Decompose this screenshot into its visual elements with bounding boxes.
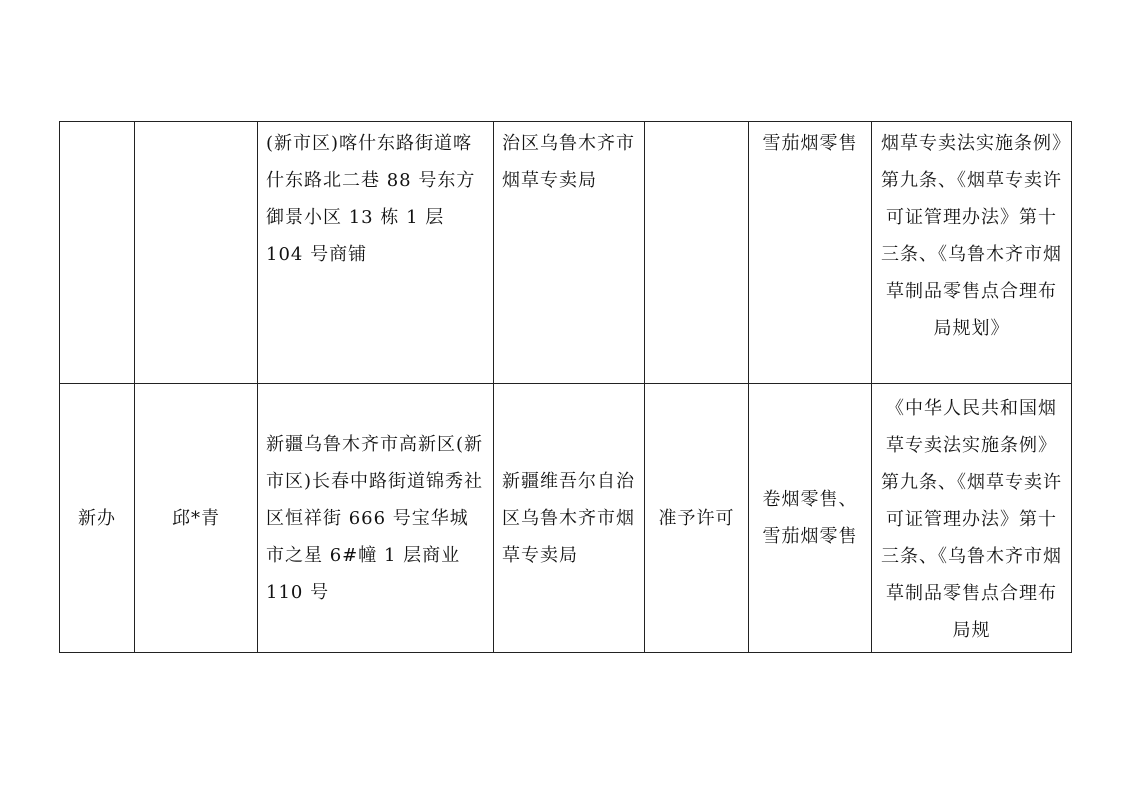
decision-cell: [645, 122, 749, 384]
basis-cell: [872, 122, 1072, 384]
name-cell: 邱*青: [135, 384, 258, 653]
decision-cell: 准予许可: [645, 384, 749, 653]
table-row: [60, 122, 1072, 384]
address-cell: 新疆乌鲁木齐市高新区(新市区)长春中路街道锦秀社区恒祥街 666 号宝华城市之星 6#幢 1 层商业 110 号: [258, 384, 494, 653]
address-cell: (新市区)喀什东路街道喀什东路北二巷 88 号东方御景小区 13 栋 1 层 104 号商铺: [258, 122, 494, 384]
basis-text: 烟草专卖法实施条例》第九条、《烟草专卖许可证管理办法》第十三条、《乌鲁木齐市烟草制品零售点合理布局规划》: [881, 133, 1062, 339]
authority-cell: 新疆维吾尔自治区乌鲁木齐市烟草专卖局: [494, 384, 645, 653]
region-cell: 新办: [60, 384, 135, 653]
scope-cell: 雪茄烟零售: [749, 122, 872, 384]
license-table: [59, 121, 1072, 653]
basis-text: 《中华人民共和国烟草专卖法实施条例》第九条、《烟草专卖许可证管理办法》第十三条、《乌鲁木齐市烟草制品零售点合理布局规: [881, 398, 1062, 641]
basis-cell: [872, 384, 1072, 653]
table-row: [60, 384, 1072, 653]
authority-cell: 治区乌鲁木齐市烟草专卖局: [494, 122, 645, 384]
name-cell: [135, 122, 258, 384]
region-cell: [60, 122, 135, 384]
scope-cell: 卷烟零售、雪茄烟零售: [749, 384, 872, 653]
